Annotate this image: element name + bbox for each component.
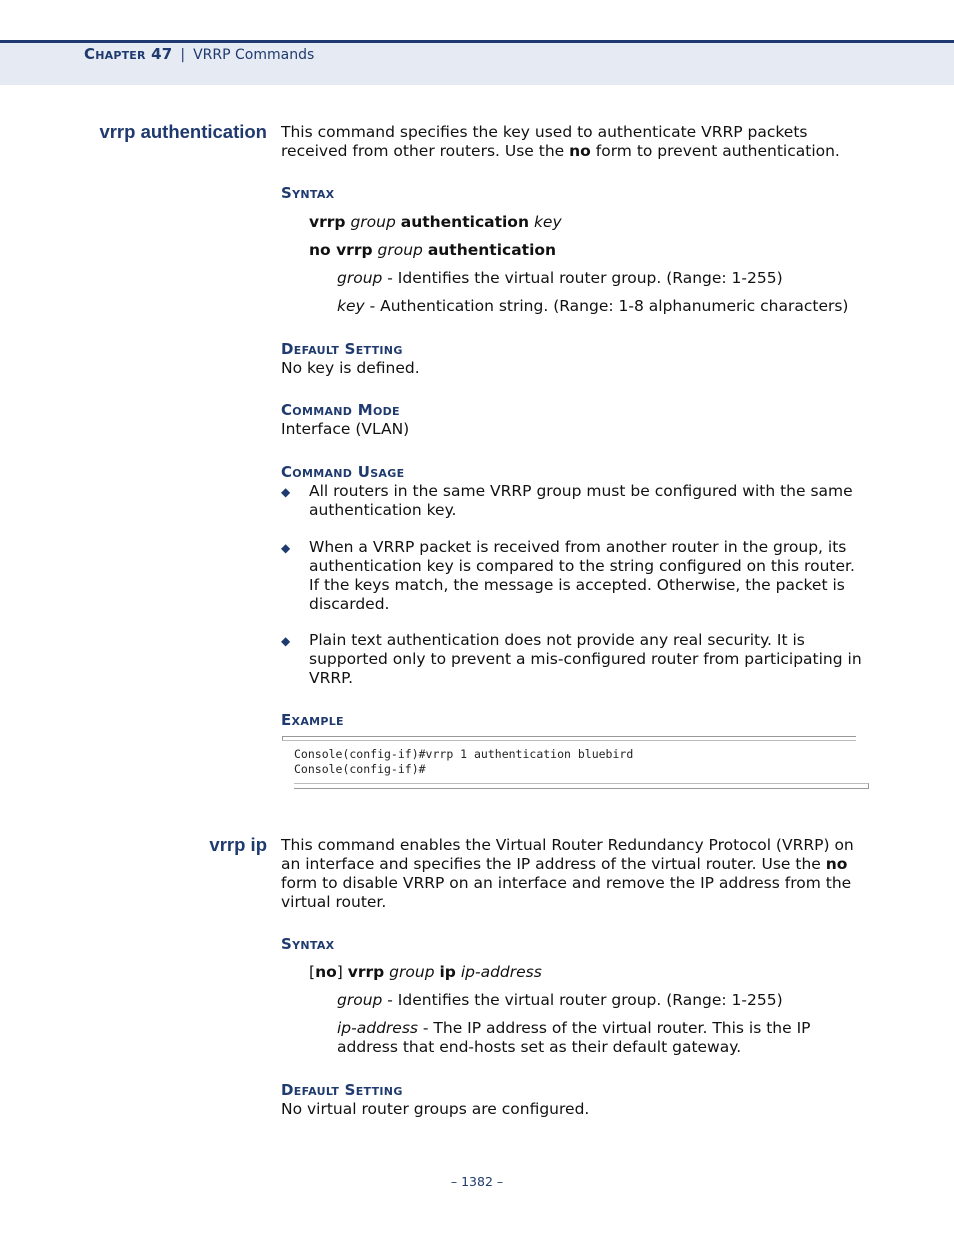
auth-syntax-line-1 bbox=[309, 213, 562, 231]
auth-mode-text: Interface (VLAN) bbox=[281, 420, 410, 438]
ip-syntax-line bbox=[309, 963, 542, 981]
param: group bbox=[377, 241, 423, 259]
page-number: – 1382 – bbox=[450, 1174, 504, 1189]
auth-desc-line: This command specifies the key used to authenticate VRRP packets bbox=[281, 123, 808, 141]
kw: vrrp bbox=[347, 963, 385, 981]
ip-arg-group bbox=[337, 991, 877, 1010]
ip-arg-address bbox=[337, 1019, 877, 1057]
kw: vrrp bbox=[309, 213, 346, 231]
param: group bbox=[389, 963, 435, 981]
code-box-top-rule bbox=[282, 736, 856, 741]
kw: no bbox=[315, 963, 337, 981]
bracket: [ bbox=[309, 963, 316, 981]
auth-syntax-line-2 bbox=[309, 241, 556, 259]
text: - Identifies the virtual router group. (Range: 1-255) bbox=[382, 991, 783, 1009]
running-header bbox=[84, 45, 314, 63]
text: - The IP address of the virtual router. This is the IP bbox=[417, 1019, 811, 1037]
auth-arg-key bbox=[337, 297, 877, 316]
code-line: Console(config-if)#vrrp 1 authentication bluebird bbox=[294, 747, 634, 761]
line: All routers in the same VRRP group must be configured with the same bbox=[309, 482, 853, 500]
command-title-vrrp-ip: vrrp ip bbox=[209, 834, 267, 855]
text: - Identifies the virtual router group. (Range: 1-255) bbox=[382, 269, 783, 287]
auth-example-heading: Example bbox=[281, 711, 344, 729]
param: ip-address bbox=[337, 1019, 418, 1037]
param: group bbox=[337, 991, 383, 1009]
header-section: VRRP Commands bbox=[193, 47, 315, 63]
kw: no vrrp bbox=[309, 241, 373, 259]
ip-desc-line bbox=[281, 855, 871, 874]
code-box-bottom-rule bbox=[294, 783, 869, 789]
ip-default-heading: Default Setting bbox=[281, 1081, 403, 1099]
kw: ip bbox=[439, 963, 456, 981]
bullet-text bbox=[309, 482, 871, 520]
ip-syntax-heading: Syntax bbox=[281, 935, 335, 953]
line: supported only to prevent a mis-configured router from participating in bbox=[309, 650, 862, 668]
ip-desc-line: This command enables the Virtual Router Redundancy Protocol (VRRP) on bbox=[281, 836, 854, 854]
ip-description bbox=[281, 836, 871, 912]
bullet-text bbox=[309, 631, 871, 688]
line: discarded. bbox=[309, 595, 390, 613]
keyword-no: no bbox=[569, 142, 591, 160]
ip-desc-line: virtual router. bbox=[281, 893, 387, 911]
param: key bbox=[337, 297, 365, 315]
bullet-text bbox=[309, 538, 871, 614]
line: VRRP. bbox=[309, 669, 354, 687]
param: ip-address bbox=[460, 963, 542, 981]
text: - Authentication string. (Range: 1-8 alphanumeric characters) bbox=[364, 297, 849, 315]
line: When a VRRP packet is received from another router in the group, its bbox=[309, 538, 847, 556]
text: an interface and specifies the IP address of the virtual router. Use the bbox=[281, 855, 826, 873]
text: received from other routers. Use the bbox=[281, 142, 570, 160]
diamond-bullet-icon: ◆ bbox=[281, 541, 291, 555]
auth-syntax-heading: Syntax bbox=[281, 184, 335, 202]
header-separator: | bbox=[180, 47, 186, 63]
auth-usage-heading: Command Usage bbox=[281, 463, 405, 481]
line: Plain text authentication does not provide any real security. It is bbox=[309, 631, 805, 649]
auth-desc-line bbox=[281, 142, 871, 161]
ip-desc-line: form to disable VRRP on an interface and remove the IP address from the bbox=[281, 874, 852, 892]
auth-mode-heading: Command Mode bbox=[281, 401, 400, 419]
text: address that end-hosts set as their default gateway. bbox=[337, 1038, 742, 1056]
chapter-label: Chapter 47 bbox=[84, 45, 173, 63]
command-title-vrrp-authentication: vrrp authentication bbox=[99, 121, 267, 142]
diamond-bullet-icon: ◆ bbox=[281, 485, 291, 499]
line: authentication key is compared to the string configured on this router. bbox=[309, 557, 855, 575]
bracket: ] bbox=[336, 963, 348, 981]
param: group bbox=[337, 269, 383, 287]
auth-arg-group bbox=[337, 269, 877, 288]
auth-description bbox=[281, 123, 871, 161]
text: form to prevent authentication. bbox=[590, 142, 840, 160]
param: key bbox=[533, 213, 562, 231]
kw: authentication bbox=[400, 213, 529, 231]
line: authentication key. bbox=[309, 501, 457, 519]
ip-default-text: No virtual router groups are configured. bbox=[281, 1100, 590, 1118]
diamond-bullet-icon: ◆ bbox=[281, 634, 291, 648]
keyword-no: no bbox=[825, 855, 848, 873]
line: If the keys match, the message is accepted. Otherwise, the packet is bbox=[309, 576, 845, 594]
code-line: Console(config-if)# bbox=[294, 762, 426, 776]
kw: authentication bbox=[427, 241, 557, 259]
auth-default-text: No key is defined. bbox=[281, 359, 420, 377]
param: group bbox=[350, 213, 396, 231]
auth-default-heading: Default Setting bbox=[281, 340, 403, 358]
